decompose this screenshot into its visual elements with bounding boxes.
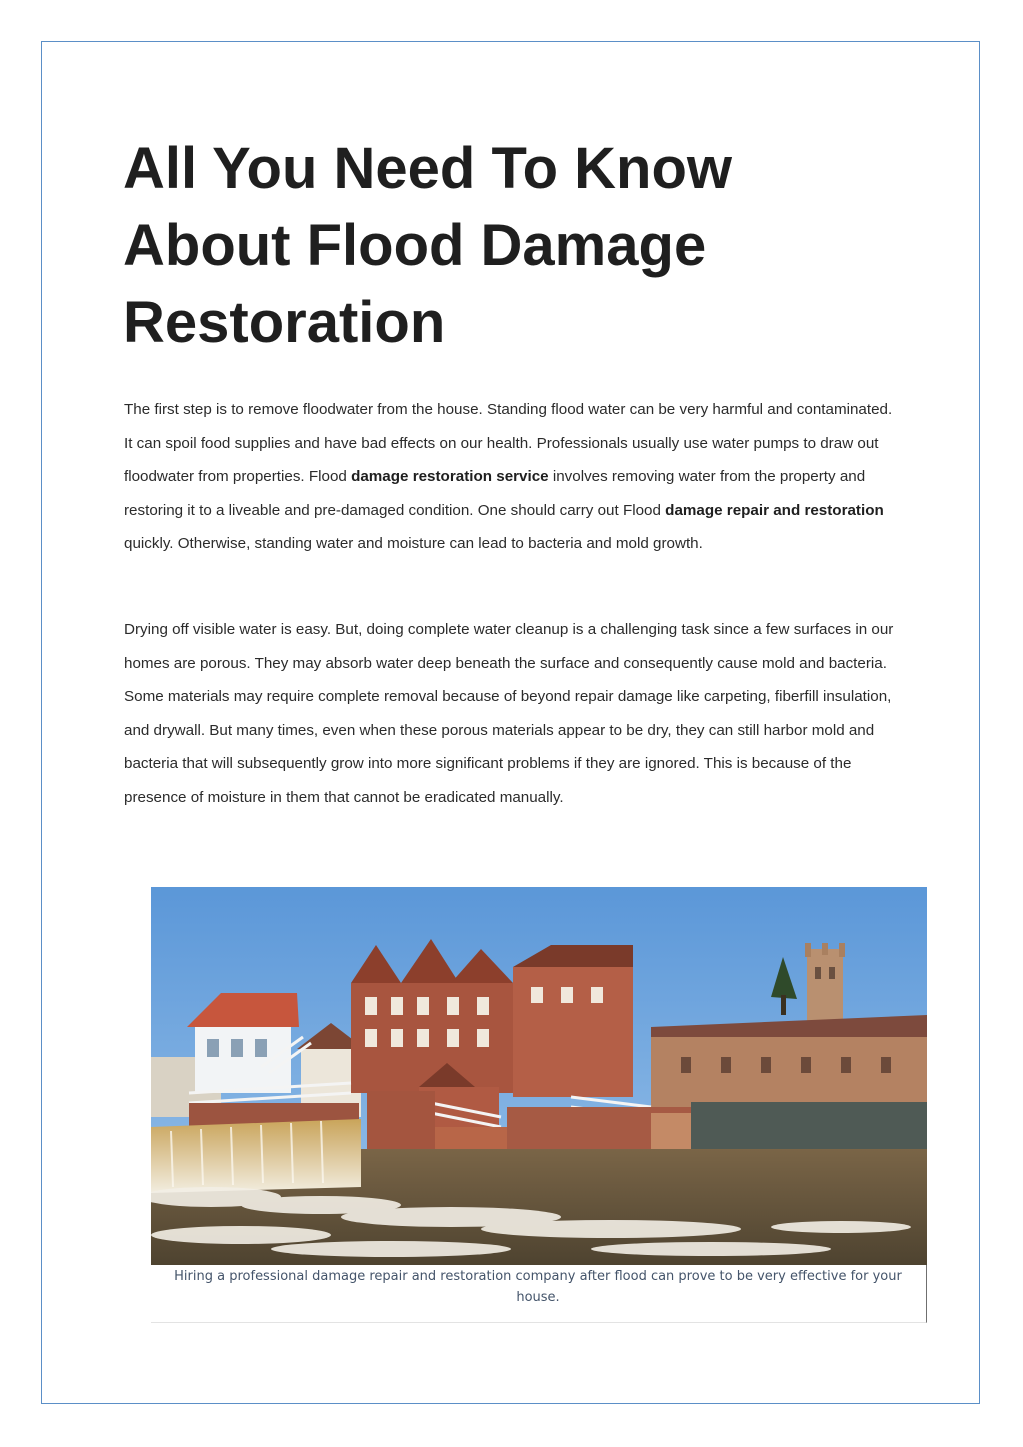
damage-repair-restoration-emphasis: damage repair and restoration — [665, 501, 884, 519]
page-title: All You Need To Know About Flood Damage Restoration — [123, 136, 732, 355]
paragraph-1-text-e: quickly. Otherwise, standing water and moisture can lead to bacteria and mold growth. — [124, 535, 703, 553]
damage-restoration-service-emphasis: damage restoration service — [351, 468, 549, 486]
paragraph-2: Drying off visible water is easy. But, doing complete water cleanup is a challenging task since a few surfaces in our homes are porous. They may absorb water deep beneath the surface and consequently cause mold and bacteria. Some materials may require complete removal because of beyond repair damage like carpeting, fiberfill insulation, and drywall. But many times, even when these porous materials appear to be dry, they can still harbor mold and bacteria that will subsequently grow into more significant problems if they are ignored. This is because of the presence of moisture in them that cannot be eradicated manually. — [124, 621, 894, 806]
paragraph-1-text-c: involves removing water from the property and restoring it to a liveable and pre-damaged condition. One should carry out Flood — [124, 468, 866, 519]
paragraph-1 — [124, 393, 904, 561]
paragraph-1-text-a: The first step is to remove floodwater from the house. Standing flood water can be very harmful and contaminated. It can spoil food supplies and have bad effects on our health. Professionals usually use water pumps to draw out floodwater from properties. Flood — [124, 401, 893, 486]
flood-mill-photo — [151, 887, 927, 1265]
figure — [151, 887, 927, 1323]
figure-caption: Hiring a professional damage repair and restoration company after flood can prove to be very effective for your house. — [174, 1269, 902, 1305]
